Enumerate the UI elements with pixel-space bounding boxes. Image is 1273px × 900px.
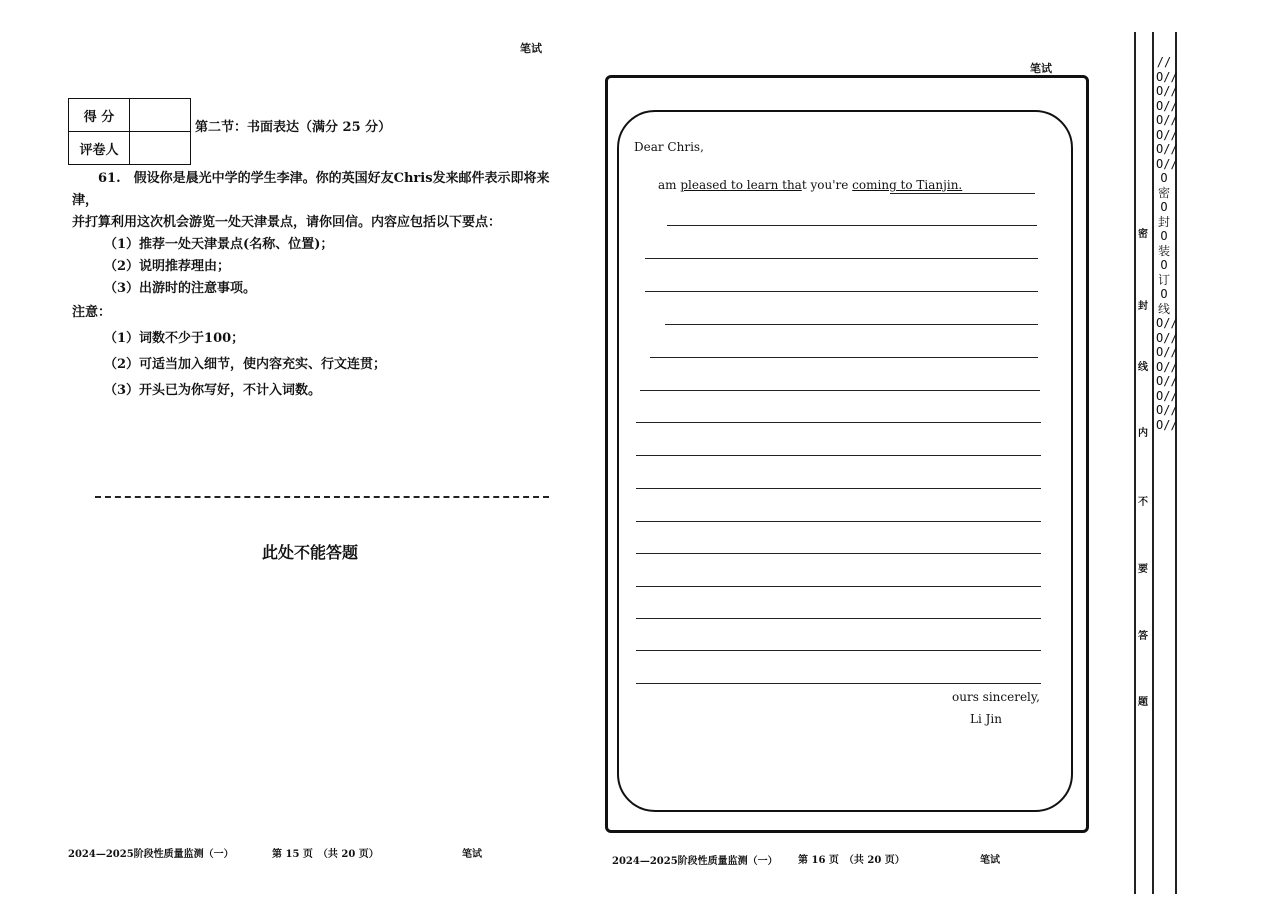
binding-line-mid <box>1152 32 1154 894</box>
writing-line <box>667 225 1037 226</box>
seal-warning-char: 不 <box>1138 497 1148 508</box>
seal-warning-char: 题 <box>1138 697 1148 708</box>
binding-line-left <box>1134 32 1136 894</box>
task-point-1: （1）推荐一处天津景点(名称、位置)； <box>104 237 334 252</box>
writing-line <box>636 488 1041 489</box>
task-line-2: 并打算利用这次机会游览一处天津景点，请你回信。内容应包括以下要点： <box>72 215 502 230</box>
task-point-3: （3）出游时的注意事项。 <box>104 281 257 296</box>
left-footer-page: 第 15 页 （共 20 页） <box>272 849 379 860</box>
right-header-tag: 笔试 <box>1030 62 1052 75</box>
note-2: （2）可适当加入细节，使内容充实、行文连贯； <box>104 357 387 372</box>
left-footer-tag: 笔试 <box>462 849 482 860</box>
seal-warning-char: 线 <box>1138 362 1148 373</box>
score-value-cell <box>130 99 191 132</box>
writing-line <box>640 390 1040 391</box>
writing-line <box>636 553 1041 554</box>
writing-line <box>665 324 1038 325</box>
seal-warning-char: 封 <box>1138 301 1148 312</box>
seal-warning-char: 密 <box>1138 229 1148 240</box>
notes-label: 注意： <box>72 305 112 320</box>
right-footer-exam: 2024—2025阶段性质量监测（一） <box>612 856 778 867</box>
writing-line <box>890 193 1035 194</box>
grader-label: 评卷人 <box>69 132 130 165</box>
writing-line <box>636 683 1041 684</box>
right-footer-tag: 笔试 <box>980 855 1000 866</box>
writing-line <box>650 357 1038 358</box>
writing-line <box>636 455 1041 456</box>
letter-first-line <box>658 178 962 192</box>
score-label: 得 分 <box>69 99 130 132</box>
letter-signature: Li Jin <box>970 712 1002 726</box>
score-box <box>68 98 191 165</box>
seal-warning-char: 要 <box>1138 564 1148 575</box>
note-1: （1）词数不少于100； <box>104 331 245 346</box>
seal-line-column: //O//O//O//O//O//O//O//O密O封O装O订O线O//O//O//O//O//O//O//O// <box>1156 55 1178 432</box>
letter-first-line-underlined-2: coming to Tianjin. <box>852 178 963 192</box>
writing-line <box>636 650 1041 651</box>
letter-first-line-pre: am <box>658 178 681 192</box>
cut-line <box>95 496 549 498</box>
letter-salutation: Dear Chris, <box>634 140 704 154</box>
writing-line <box>645 258 1038 259</box>
writing-line <box>636 586 1041 587</box>
task-point-2: （2）说明推荐理由； <box>104 259 231 274</box>
right-footer-page: 第 16 页 （共 20 页） <box>798 855 905 866</box>
note-3: （3）开头已为你写好，不计入词数。 <box>104 383 322 398</box>
writing-line <box>636 618 1041 619</box>
grader-value-cell <box>130 132 191 165</box>
letter-first-line-underlined-1: pleased to learn tha <box>680 178 802 192</box>
no-answer-notice: 此处不能答题 <box>262 543 359 562</box>
writing-task <box>72 168 552 402</box>
answer-frame-inner <box>617 110 1073 812</box>
seal-warning-char: 答 <box>1138 631 1148 642</box>
task-line-1: 61. 假设你是晨光中学的学生李津。你的英国好友Chris发来邮件表示即将来津， <box>72 171 550 208</box>
left-header-tag: 笔试 <box>520 42 542 55</box>
writing-line <box>636 521 1041 522</box>
writing-line <box>645 291 1038 292</box>
letter-closing: ours sincerely, <box>952 690 1040 704</box>
letter-first-line-mid: t you're <box>801 178 853 192</box>
section-title: 第二节：书面表达（满分 25 分） <box>195 120 392 135</box>
writing-line <box>636 422 1041 423</box>
left-footer-exam: 2024—2025阶段性质量监测（一） <box>68 849 234 860</box>
seal-warning-char: 内 <box>1138 428 1148 439</box>
